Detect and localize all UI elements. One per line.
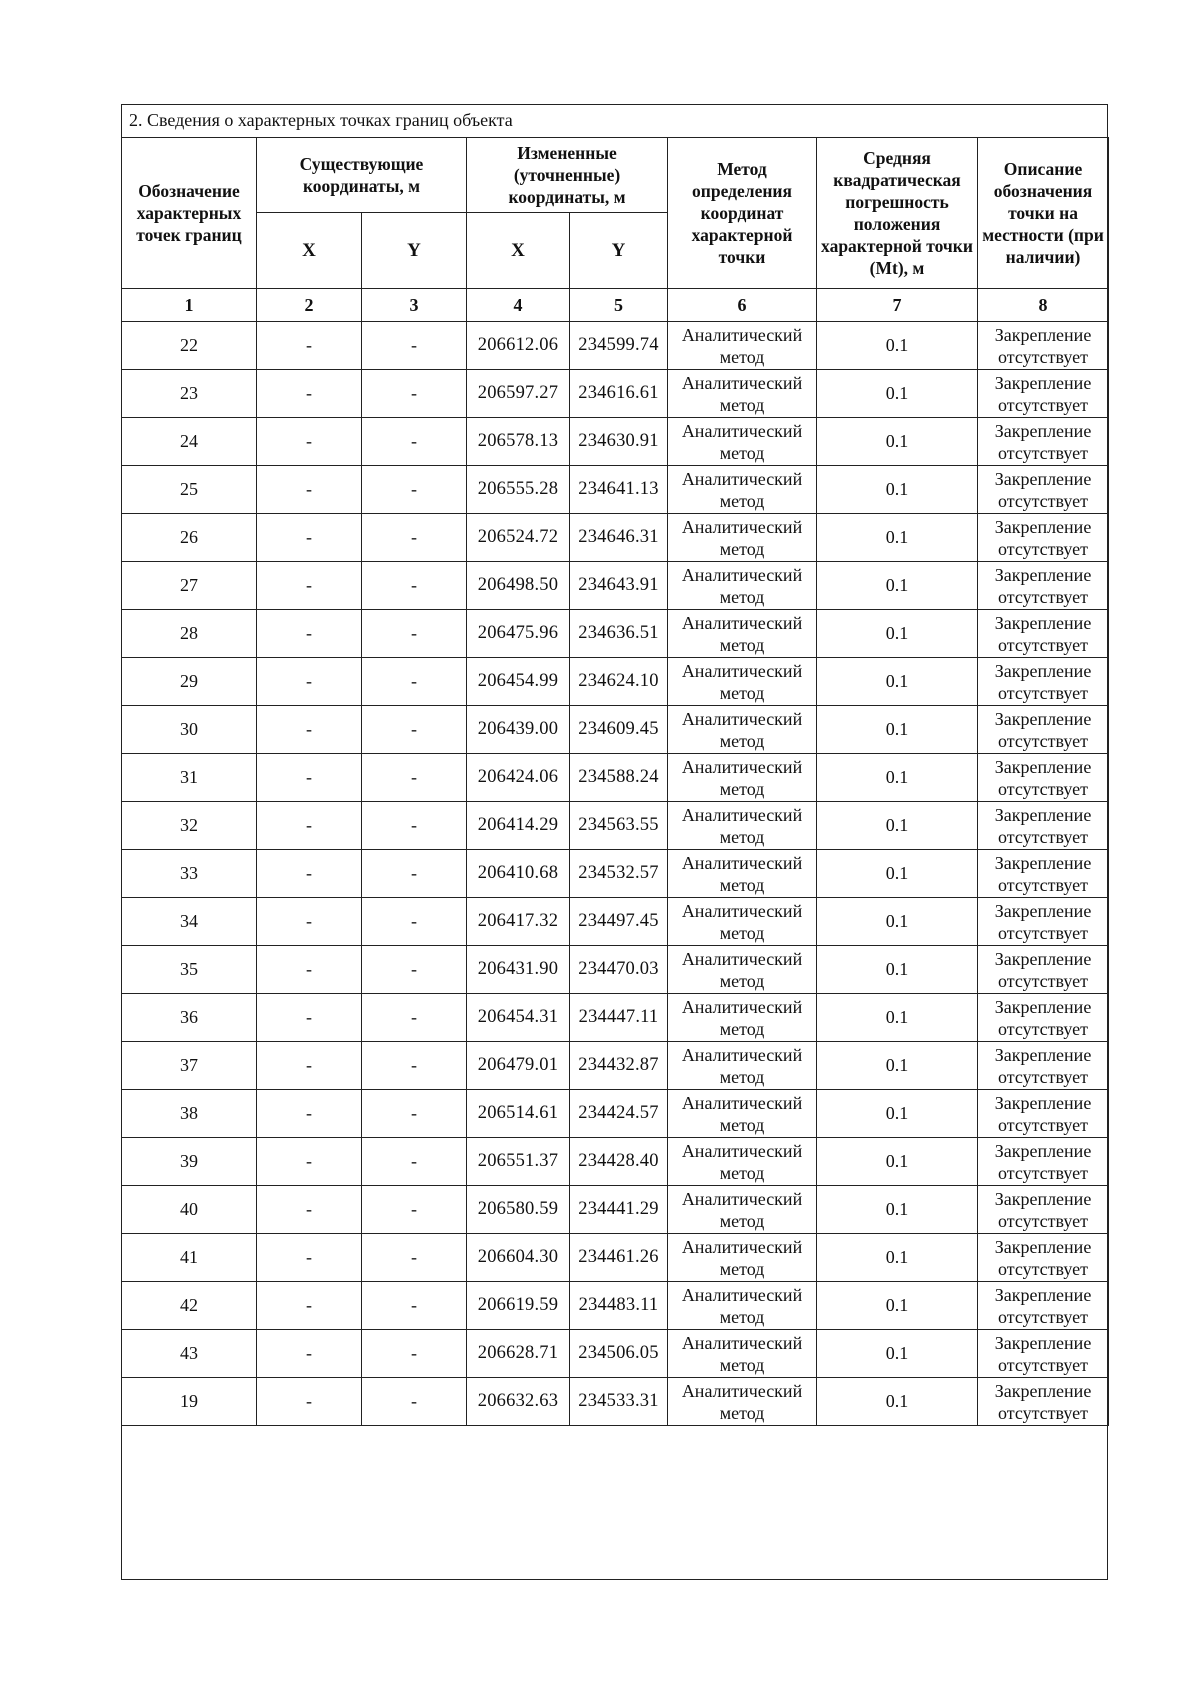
cell-mean-error: 0.1 xyxy=(817,658,978,706)
cell-existing-y: - xyxy=(362,898,467,946)
table-row xyxy=(122,466,1109,514)
column-number: 5 xyxy=(570,289,668,322)
cell-description: Закрепление отсутствует xyxy=(978,754,1109,802)
cell-mean-error: 0.1 xyxy=(817,946,978,994)
table-row xyxy=(122,562,1109,610)
cell-point: 22 xyxy=(122,322,257,370)
empty-cell xyxy=(122,1426,257,1557)
cell-existing-y: - xyxy=(362,610,467,658)
cell-changed-y: 234432.87 xyxy=(570,1042,668,1090)
cell-existing-x: - xyxy=(257,1378,362,1426)
table-row xyxy=(122,898,1109,946)
cell-changed-y: 234599.74 xyxy=(570,322,668,370)
cell-changed-x: 206612.06 xyxy=(467,322,570,370)
cell-method: Аналитический метод xyxy=(668,898,817,946)
cell-existing-y: - xyxy=(362,802,467,850)
cell-point: 25 xyxy=(122,466,257,514)
cell-changed-x: 206555.28 xyxy=(467,466,570,514)
cell-existing-y: - xyxy=(362,754,467,802)
cell-method: Аналитический метод xyxy=(668,418,817,466)
cell-existing-y: - xyxy=(362,658,467,706)
boundary-points-table xyxy=(121,137,1109,1557)
cell-method: Аналитический метод xyxy=(668,1330,817,1378)
cell-changed-x: 206524.72 xyxy=(467,514,570,562)
cell-description: Закрепление отсутствует xyxy=(978,1138,1109,1186)
column-number: 1 xyxy=(122,289,257,322)
table-row xyxy=(122,850,1109,898)
cell-description: Закрепление отсутствует xyxy=(978,1186,1109,1234)
cell-mean-error: 0.1 xyxy=(817,1378,978,1426)
cell-changed-x: 206514.61 xyxy=(467,1090,570,1138)
cell-changed-y: 234483.11 xyxy=(570,1282,668,1330)
cell-method: Аналитический метод xyxy=(668,1090,817,1138)
cell-description: Закрепление отсутствует xyxy=(978,898,1109,946)
empty-cell xyxy=(570,1426,668,1557)
cell-description: Закрепление отсутствует xyxy=(978,802,1109,850)
cell-point: 28 xyxy=(122,610,257,658)
cell-changed-y: 234424.57 xyxy=(570,1090,668,1138)
cell-method: Аналитический метод xyxy=(668,466,817,514)
cell-mean-error: 0.1 xyxy=(817,1282,978,1330)
cell-method: Аналитический метод xyxy=(668,562,817,610)
table-row xyxy=(122,946,1109,994)
cell-method: Аналитический метод xyxy=(668,370,817,418)
cell-mean-error: 0.1 xyxy=(817,562,978,610)
cell-mean-error: 0.1 xyxy=(817,466,978,514)
cell-existing-y: - xyxy=(362,514,467,562)
cell-existing-x: - xyxy=(257,1042,362,1090)
cell-description: Закрепление отсутствует xyxy=(978,1282,1109,1330)
cell-method: Аналитический метод xyxy=(668,994,817,1042)
cell-existing-y: - xyxy=(362,946,467,994)
cell-changed-x: 206424.06 xyxy=(467,754,570,802)
column-number: 8 xyxy=(978,289,1109,322)
empty-cell xyxy=(978,1426,1109,1557)
table-row xyxy=(122,370,1109,418)
cell-mean-error: 0.1 xyxy=(817,1042,978,1090)
header-point-designation: Обозначение характерных точек границ xyxy=(122,138,257,289)
cell-point: 43 xyxy=(122,1330,257,1378)
table-row xyxy=(122,1234,1109,1282)
table-row xyxy=(122,1042,1109,1090)
cell-mean-error: 0.1 xyxy=(817,610,978,658)
table-row xyxy=(122,706,1109,754)
cell-method: Аналитический метод xyxy=(668,1042,817,1090)
cell-changed-y: 234643.91 xyxy=(570,562,668,610)
table-row xyxy=(122,514,1109,562)
cell-mean-error: 0.1 xyxy=(817,1138,978,1186)
cell-method: Аналитический метод xyxy=(668,1282,817,1330)
cell-changed-y: 234563.55 xyxy=(570,802,668,850)
cell-description: Закрепление отсутствует xyxy=(978,946,1109,994)
table-row xyxy=(122,1186,1109,1234)
cell-changed-x: 206597.27 xyxy=(467,370,570,418)
cell-changed-y: 234441.29 xyxy=(570,1186,668,1234)
cell-changed-x: 206580.59 xyxy=(467,1186,570,1234)
cell-changed-x: 206632.63 xyxy=(467,1378,570,1426)
cell-existing-x: - xyxy=(257,418,362,466)
cell-point: 42 xyxy=(122,1282,257,1330)
cell-mean-error: 0.1 xyxy=(817,418,978,466)
cell-changed-x: 206417.32 xyxy=(467,898,570,946)
cell-changed-y: 234461.26 xyxy=(570,1234,668,1282)
cell-point: 40 xyxy=(122,1186,257,1234)
table-row xyxy=(122,1090,1109,1138)
cell-mean-error: 0.1 xyxy=(817,1330,978,1378)
header-method: Метод определения координат характерной точки xyxy=(668,138,817,289)
cell-existing-y: - xyxy=(362,562,467,610)
cell-existing-x: - xyxy=(257,1330,362,1378)
table-row xyxy=(122,418,1109,466)
cell-changed-y: 234532.57 xyxy=(570,850,668,898)
cell-existing-y: - xyxy=(362,706,467,754)
cell-existing-y: - xyxy=(362,1234,467,1282)
cell-changed-x: 206410.68 xyxy=(467,850,570,898)
cell-changed-y: 234646.31 xyxy=(570,514,668,562)
empty-cell xyxy=(668,1426,817,1557)
cell-changed-y: 234609.45 xyxy=(570,706,668,754)
cell-method: Аналитический метод xyxy=(668,802,817,850)
table-row xyxy=(122,610,1109,658)
cell-mean-error: 0.1 xyxy=(817,1090,978,1138)
cell-changed-y: 234616.61 xyxy=(570,370,668,418)
cell-existing-x: - xyxy=(257,370,362,418)
cell-method: Аналитический метод xyxy=(668,706,817,754)
cell-point: 33 xyxy=(122,850,257,898)
cell-point: 24 xyxy=(122,418,257,466)
cell-description: Закрепление отсутствует xyxy=(978,466,1109,514)
cell-method: Аналитический метод xyxy=(668,1138,817,1186)
header-existing-x: X xyxy=(257,213,362,289)
cell-mean-error: 0.1 xyxy=(817,370,978,418)
cell-changed-x: 206454.31 xyxy=(467,994,570,1042)
cell-changed-y: 234624.10 xyxy=(570,658,668,706)
empty-cell xyxy=(817,1426,978,1557)
cell-method: Аналитический метод xyxy=(668,850,817,898)
cell-method: Аналитический метод xyxy=(668,658,817,706)
cell-mean-error: 0.1 xyxy=(817,898,978,946)
cell-changed-y: 234506.05 xyxy=(570,1330,668,1378)
cell-existing-x: - xyxy=(257,994,362,1042)
cell-changed-y: 234588.24 xyxy=(570,754,668,802)
cell-changed-x: 206439.00 xyxy=(467,706,570,754)
cell-existing-x: - xyxy=(257,1186,362,1234)
cell-description: Закрепление отсутствует xyxy=(978,514,1109,562)
cell-mean-error: 0.1 xyxy=(817,1234,978,1282)
cell-description: Закрепление отсутствует xyxy=(978,322,1109,370)
cell-existing-y: - xyxy=(362,418,467,466)
cell-changed-y: 234641.13 xyxy=(570,466,668,514)
cell-changed-y: 234447.11 xyxy=(570,994,668,1042)
cell-changed-y: 234470.03 xyxy=(570,946,668,994)
table-row xyxy=(122,1330,1109,1378)
cell-description: Закрепление отсутствует xyxy=(978,1234,1109,1282)
cell-existing-y: - xyxy=(362,322,467,370)
cell-point: 41 xyxy=(122,1234,257,1282)
cell-point: 30 xyxy=(122,706,257,754)
cell-changed-y: 234497.45 xyxy=(570,898,668,946)
cell-method: Аналитический метод xyxy=(668,514,817,562)
cell-point: 34 xyxy=(122,898,257,946)
cell-existing-x: - xyxy=(257,1090,362,1138)
cell-mean-error: 0.1 xyxy=(817,322,978,370)
cell-point: 39 xyxy=(122,1138,257,1186)
header-mean-error: Средняя квадратическая погрешность положения характерной точки (Mt), м xyxy=(817,138,978,289)
cell-description: Закрепление отсутствует xyxy=(978,1042,1109,1090)
cell-method: Аналитический метод xyxy=(668,946,817,994)
cell-description: Закрепление отсутствует xyxy=(978,610,1109,658)
empty-area xyxy=(122,1426,1109,1557)
cell-existing-x: - xyxy=(257,1234,362,1282)
cell-existing-y: - xyxy=(362,1330,467,1378)
cell-existing-y: - xyxy=(362,1186,467,1234)
cell-method: Аналитический метод xyxy=(668,1378,817,1426)
header-changed-coordinates: Измененные (уточненные) координаты, м xyxy=(467,138,668,213)
cell-existing-y: - xyxy=(362,1138,467,1186)
column-number: 4 xyxy=(467,289,570,322)
cell-existing-x: - xyxy=(257,850,362,898)
cell-point: 32 xyxy=(122,802,257,850)
cell-method: Аналитический метод xyxy=(668,322,817,370)
cell-point: 37 xyxy=(122,1042,257,1090)
header-changed-y: Y xyxy=(570,213,668,289)
table-row xyxy=(122,1378,1109,1426)
cell-changed-x: 206551.37 xyxy=(467,1138,570,1186)
cell-point: 36 xyxy=(122,994,257,1042)
cell-existing-x: - xyxy=(257,946,362,994)
cell-mean-error: 0.1 xyxy=(817,754,978,802)
cell-changed-y: 234630.91 xyxy=(570,418,668,466)
table-row xyxy=(122,658,1109,706)
cell-existing-y: - xyxy=(362,1090,467,1138)
cell-changed-x: 206454.99 xyxy=(467,658,570,706)
cell-method: Аналитический метод xyxy=(668,610,817,658)
cell-existing-y: - xyxy=(362,1042,467,1090)
cell-method: Аналитический метод xyxy=(668,1186,817,1234)
cell-changed-x: 206619.59 xyxy=(467,1282,570,1330)
cell-changed-y: 234428.40 xyxy=(570,1138,668,1186)
cell-mean-error: 0.1 xyxy=(817,802,978,850)
cell-existing-x: - xyxy=(257,610,362,658)
table-row xyxy=(122,1282,1109,1330)
cell-changed-x: 206604.30 xyxy=(467,1234,570,1282)
header-changed-x: X xyxy=(467,213,570,289)
cell-description: Закрепление отсутствует xyxy=(978,418,1109,466)
cell-existing-y: - xyxy=(362,994,467,1042)
cell-existing-x: - xyxy=(257,1138,362,1186)
empty-cell xyxy=(362,1426,467,1557)
cell-changed-y: 234636.51 xyxy=(570,610,668,658)
cell-mean-error: 0.1 xyxy=(817,706,978,754)
table-row xyxy=(122,802,1109,850)
column-number: 2 xyxy=(257,289,362,322)
empty-cell xyxy=(257,1426,362,1557)
cell-mean-error: 0.1 xyxy=(817,850,978,898)
cell-description: Закрепление отсутствует xyxy=(978,658,1109,706)
cell-mean-error: 0.1 xyxy=(817,994,978,1042)
cell-existing-x: - xyxy=(257,802,362,850)
cell-existing-x: - xyxy=(257,562,362,610)
cell-description: Закрепление отсутствует xyxy=(978,994,1109,1042)
cell-point: 27 xyxy=(122,562,257,610)
cell-existing-x: - xyxy=(257,322,362,370)
cell-existing-x: - xyxy=(257,658,362,706)
cell-existing-y: - xyxy=(362,1282,467,1330)
cell-existing-x: - xyxy=(257,898,362,946)
cell-point: 35 xyxy=(122,946,257,994)
cell-point: 29 xyxy=(122,658,257,706)
cell-mean-error: 0.1 xyxy=(817,1186,978,1234)
column-number: 6 xyxy=(668,289,817,322)
cell-existing-x: - xyxy=(257,754,362,802)
header-existing-y: Y xyxy=(362,213,467,289)
column-number: 3 xyxy=(362,289,467,322)
cell-existing-x: - xyxy=(257,514,362,562)
column-number: 7 xyxy=(817,289,978,322)
cell-existing-y: - xyxy=(362,1378,467,1426)
header-existing-coordinates: Существующие координаты, м xyxy=(257,138,467,213)
cell-method: Аналитический метод xyxy=(668,1234,817,1282)
cell-changed-x: 206628.71 xyxy=(467,1330,570,1378)
cell-description: Закрепление отсутствует xyxy=(978,850,1109,898)
cell-point: 38 xyxy=(122,1090,257,1138)
table-body xyxy=(122,322,1109,1557)
cell-changed-x: 206431.90 xyxy=(467,946,570,994)
table-row xyxy=(122,322,1109,370)
table-row xyxy=(122,994,1109,1042)
cell-description: Закрепление отсутствует xyxy=(978,370,1109,418)
cell-point: 26 xyxy=(122,514,257,562)
cell-changed-x: 206578.13 xyxy=(467,418,570,466)
cell-changed-x: 206414.29 xyxy=(467,802,570,850)
cell-changed-x: 206479.01 xyxy=(467,1042,570,1090)
cell-existing-x: - xyxy=(257,466,362,514)
cell-method: Аналитический метод xyxy=(668,754,817,802)
empty-cell xyxy=(467,1426,570,1557)
cell-description: Закрепление отсутствует xyxy=(978,1378,1109,1426)
table-row xyxy=(122,1138,1109,1186)
cell-existing-y: - xyxy=(362,466,467,514)
table-row xyxy=(122,754,1109,802)
cell-changed-x: 206498.50 xyxy=(467,562,570,610)
cell-description: Закрепление отсутствует xyxy=(978,1090,1109,1138)
cell-description: Закрепление отсутствует xyxy=(978,706,1109,754)
header-description: Описание обозначения точки на местности (при наличии) xyxy=(978,138,1109,289)
cell-existing-x: - xyxy=(257,706,362,754)
cell-existing-y: - xyxy=(362,850,467,898)
cell-point: 23 xyxy=(122,370,257,418)
cell-description: Закрепление отсутствует xyxy=(978,1330,1109,1378)
cell-existing-y: - xyxy=(362,370,467,418)
cell-existing-x: - xyxy=(257,1282,362,1330)
cell-mean-error: 0.1 xyxy=(817,514,978,562)
cell-point: 19 xyxy=(122,1378,257,1426)
cell-description: Закрепление отсутствует xyxy=(978,562,1109,610)
cell-point: 31 xyxy=(122,754,257,802)
cell-changed-y: 234533.31 xyxy=(570,1378,668,1426)
section-title: 2. Сведения о характерных точках границ объекта xyxy=(129,110,513,130)
cell-changed-x: 206475.96 xyxy=(467,610,570,658)
